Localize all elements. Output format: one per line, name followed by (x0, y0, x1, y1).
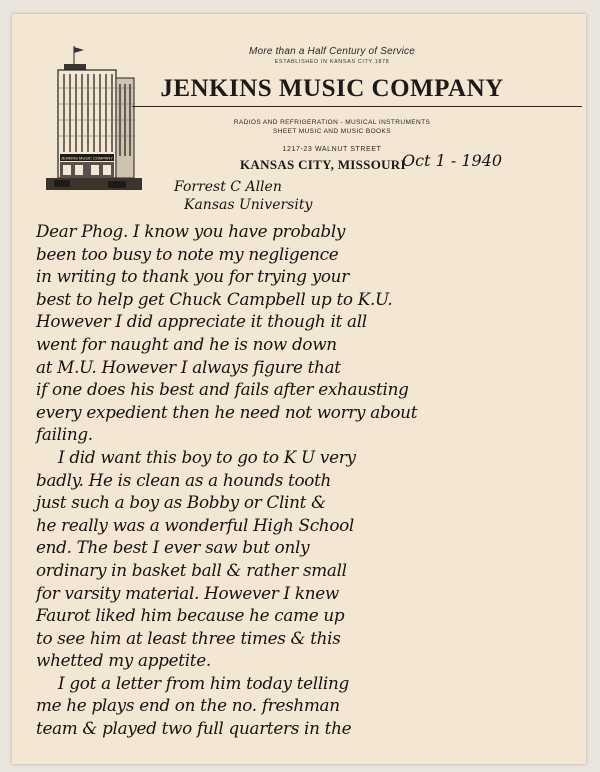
body-line: been too busy to note my negligence (36, 243, 339, 264)
body-line: me he plays end on the no. freshman (36, 695, 340, 716)
building-illustration (46, 44, 142, 194)
recipient-organization: Kansas University (184, 197, 313, 213)
letter-page (12, 14, 586, 764)
body-line: Dear Phog. I know you have probably (36, 221, 346, 241)
building-sign-text: JENKINS MUSIC COMPANY (61, 155, 113, 161)
body-line: if one does his best and fails after exhausting (36, 379, 409, 400)
body-line: whetted my appetite. (36, 650, 211, 671)
body-line: just such a boy as Bobby or Clint & (36, 492, 326, 513)
products-line-2: SHEET MUSIC AND MUSIC BOOKS (273, 128, 391, 135)
products-line-1: RADIOS AND REFRIGERATION - MUSICAL INSTRUMENTS (233, 119, 431, 126)
body-line: at M.U. However I always figure that (36, 356, 341, 377)
body-line: team & played two full quarters in the (36, 718, 352, 739)
body-line: However I did appreciate it though it all (36, 311, 367, 332)
body-line: end. The best I ever saw but only (36, 537, 310, 558)
city-name: KANSAS CITY, MISSOURI (240, 157, 406, 172)
body-line: Faurot liked him because he came up (36, 605, 345, 626)
body-line: for varsity material. However I knew (36, 582, 339, 603)
body-line: failing. (36, 424, 93, 445)
tagline: More than a Half Century of Service (249, 46, 415, 57)
street-address: 1217-23 WALNUT STREET (282, 146, 382, 153)
recipient-block (174, 178, 312, 214)
established-note: ESTABLISHED IN KANSAS CITY 1878 (274, 59, 390, 65)
letterhead-rule (132, 106, 582, 107)
body-line: he really was a wonderful High School (36, 514, 354, 535)
body-line: every expedient then he need not worry about (36, 401, 418, 422)
letter-body (36, 220, 576, 740)
body-line: to see him at least three times & this (36, 627, 341, 648)
body-line: ordinary in basket ball & rather small (36, 559, 347, 580)
letter-date: Oct 1 - 1940 (402, 151, 503, 170)
body-line: best to help get Chuck Campbell up to K.U. (36, 288, 393, 309)
body-line: I got a letter from him today telling (58, 672, 349, 693)
body-line: went for naught and he is now down (36, 333, 337, 354)
recipient-name: Forrest C Allen (174, 179, 282, 195)
products-list (212, 118, 452, 136)
body-line: badly. He is clean as a hounds tooth (36, 469, 332, 490)
body-line: in writing to thank you for trying your (36, 266, 349, 287)
body-line: I did want this boy to go to K U very (58, 446, 356, 467)
company-name: JENKINS MUSIC COMPANY (160, 75, 504, 102)
